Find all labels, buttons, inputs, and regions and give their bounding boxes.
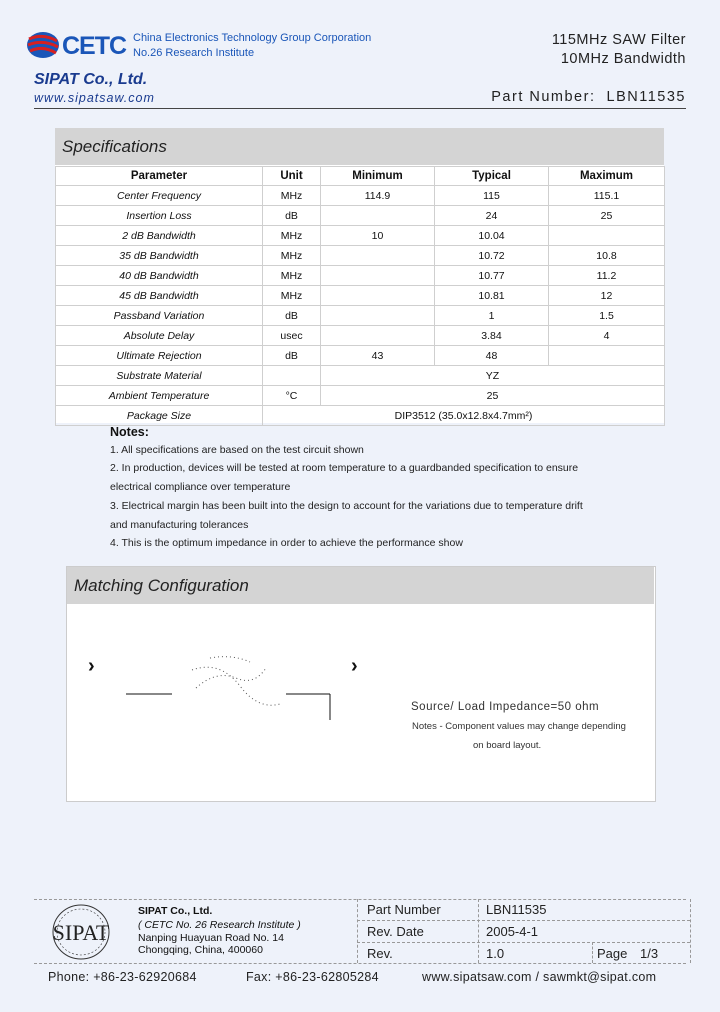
- spec-header-row: [56, 167, 665, 186]
- impedance-label: Source/ Load Impedance=50 ohm: [411, 701, 600, 713]
- max-cell: 11.2: [549, 266, 665, 286]
- typ-cell: 1: [435, 306, 549, 326]
- max-cell: [549, 346, 665, 366]
- matching-section-title: Matching Configuration: [67, 567, 654, 604]
- param-cell: Ambient Temperature: [56, 386, 263, 406]
- part-number-value: LBN11535: [606, 89, 686, 105]
- footer-row-divider: [357, 920, 690, 921]
- min-cell: [321, 286, 435, 306]
- footer-col-divider: [478, 899, 479, 963]
- unit-cell: dB: [263, 346, 321, 366]
- min-cell: [321, 266, 435, 286]
- typ-cell: 10.72: [435, 246, 549, 266]
- value-cell: YZ: [321, 366, 665, 386]
- param-cell: Absolute Delay: [56, 326, 263, 346]
- max-cell: 1.5: [549, 306, 665, 326]
- table-row: [56, 226, 665, 246]
- param-cell: Passband Variation: [56, 306, 263, 326]
- org-name: China Electronics Technology Group Corporation: [133, 32, 372, 44]
- typ-cell: 10.04: [435, 226, 549, 246]
- unit-cell: dB: [263, 306, 321, 326]
- param-cell: Ultimate Rejection: [56, 346, 263, 366]
- footer-institute: ( CETC No. 26 Research Institute ): [138, 919, 301, 931]
- footer-phone: Phone: +86-23-62920684: [48, 970, 197, 984]
- matching-note-line1: Notes - Component values may change depending: [412, 721, 626, 732]
- param-cell: Substrate Material: [56, 366, 263, 386]
- max-cell: 4: [549, 326, 665, 346]
- footer-date-value: 2005-4-1: [486, 924, 539, 939]
- note-item: 3. Electrical margin has been built into the design to account for the variations due to temperature drift: [110, 500, 583, 512]
- value-cell: DIP3512 (35.0x12.8x4.7mm²): [263, 406, 665, 426]
- max-cell: 115.1: [549, 186, 665, 206]
- table-row: [56, 206, 665, 226]
- unit-cell: dB: [263, 206, 321, 226]
- company-name: SIPAT Co., Ltd.: [34, 71, 148, 88]
- header-divider: [34, 108, 686, 109]
- min-cell: [321, 306, 435, 326]
- col-unit: Unit: [263, 167, 321, 186]
- spec-section-title: Specifications: [55, 128, 664, 165]
- typ-cell: 10.81: [435, 286, 549, 306]
- typ-cell: 48: [435, 346, 549, 366]
- table-row: [56, 286, 665, 306]
- table-row: [56, 366, 665, 386]
- footer-top-divider: [34, 899, 686, 900]
- matching-circuit-diagram: [120, 650, 340, 722]
- footer-company: SIPAT Co., Ltd.: [138, 905, 213, 917]
- footer-part-value: LBN11535: [486, 902, 547, 917]
- cetc-logo-icon: [26, 30, 60, 60]
- min-cell: [321, 326, 435, 346]
- note-item: 2. In production, devices will be tested at room temperature to a guardbanded specification to ensure: [110, 462, 579, 474]
- table-row: [56, 186, 665, 206]
- footer-page-value: 1/3: [640, 946, 659, 961]
- output-arrow-icon: ›: [351, 655, 358, 677]
- footer-right-border: [690, 899, 691, 963]
- table-row: [56, 346, 665, 366]
- min-cell: 10: [321, 226, 435, 246]
- input-arrow-icon: ›: [88, 655, 95, 677]
- min-cell: [321, 246, 435, 266]
- unit-cell: usec: [263, 326, 321, 346]
- table-row: [56, 406, 665, 426]
- max-cell: 25: [549, 206, 665, 226]
- unit-cell: MHz: [263, 266, 321, 286]
- unit-cell: MHz: [263, 186, 321, 206]
- typ-cell: 24: [435, 206, 549, 226]
- param-cell: Package Size: [56, 406, 263, 426]
- footer-web-email[interactable]: www.sipatsaw.com / sawmkt@sipat.com: [422, 970, 657, 984]
- note-item: 1. All specifications are based on the test circuit shown: [110, 444, 364, 456]
- sipat-seal-icon: [32, 902, 130, 962]
- table-row: [56, 386, 665, 406]
- footer-rev-label: Rev.: [367, 946, 393, 961]
- institute-name: No.26 Research Institute: [133, 47, 255, 59]
- matching-note-line2: on board layout.: [473, 740, 542, 751]
- unit-cell: MHz: [263, 226, 321, 246]
- seal-text: SIPAT: [52, 920, 110, 945]
- spec-table: [55, 166, 665, 426]
- param-cell: Insertion Loss: [56, 206, 263, 226]
- cetc-logo-text: CETC: [62, 32, 127, 60]
- footer-fax: Fax: +86-23-62805284: [246, 970, 379, 984]
- col-typical: Typical: [435, 167, 549, 186]
- footer-mid-divider: [357, 899, 358, 963]
- table-row: [56, 266, 665, 286]
- note-item: 4. This is the optimum impedance in order to achieve the performance show: [110, 537, 463, 549]
- product-title: 115MHz SAW Filter: [551, 32, 686, 48]
- note-item: and manufacturing tolerances: [110, 519, 249, 531]
- table-row: [56, 326, 665, 346]
- max-cell: 12: [549, 286, 665, 306]
- footer-row-divider: [357, 942, 690, 943]
- table-row: [56, 306, 665, 326]
- min-cell: [321, 206, 435, 226]
- unit-cell: [263, 366, 321, 386]
- param-cell: 45 dB Bandwidth: [56, 286, 263, 306]
- note-item: electrical compliance over temperature: [110, 481, 291, 493]
- param-cell: Center Frequency: [56, 186, 263, 206]
- part-number-label: Part Number:: [491, 89, 596, 105]
- param-cell: 40 dB Bandwidth: [56, 266, 263, 286]
- footer-page-divider: [592, 942, 593, 963]
- footer-address2: Chongqing, China, 400060: [138, 944, 263, 956]
- typ-cell: 3.84: [435, 326, 549, 346]
- footer-date-label: Rev. Date: [367, 924, 424, 939]
- footer-address1: Nanping Huayuan Road No. 14: [138, 932, 284, 944]
- col-parameter: Parameter: [56, 167, 263, 186]
- product-bandwidth: 10MHz Bandwidth: [560, 51, 686, 67]
- unit-cell: MHz: [263, 246, 321, 266]
- param-cell: 2 dB Bandwidth: [56, 226, 263, 246]
- footer-rev-value: 1.0: [486, 946, 505, 961]
- typ-cell: 10.77: [435, 266, 549, 286]
- footer-part-label: Part Number: [367, 902, 441, 917]
- max-cell: 10.8: [549, 246, 665, 266]
- col-maximum: Maximum: [549, 167, 665, 186]
- param-cell: 35 dB Bandwidth: [56, 246, 263, 266]
- unit-cell: MHz: [263, 286, 321, 306]
- footer-page-label: Page: [597, 946, 628, 961]
- col-minimum: Minimum: [321, 167, 435, 186]
- table-row: [56, 246, 665, 266]
- min-cell: 114.9: [321, 186, 435, 206]
- unit-cell: °C: [263, 386, 321, 406]
- website-link[interactable]: www.sipatsaw.com: [34, 91, 155, 105]
- typ-cell: 115: [435, 186, 549, 206]
- part-number-header: [491, 89, 686, 105]
- min-cell: 43: [321, 346, 435, 366]
- footer-bottom-divider: [34, 963, 686, 964]
- value-cell: 25: [321, 386, 665, 406]
- max-cell: [549, 226, 665, 246]
- notes-title: Notes:: [110, 425, 149, 439]
